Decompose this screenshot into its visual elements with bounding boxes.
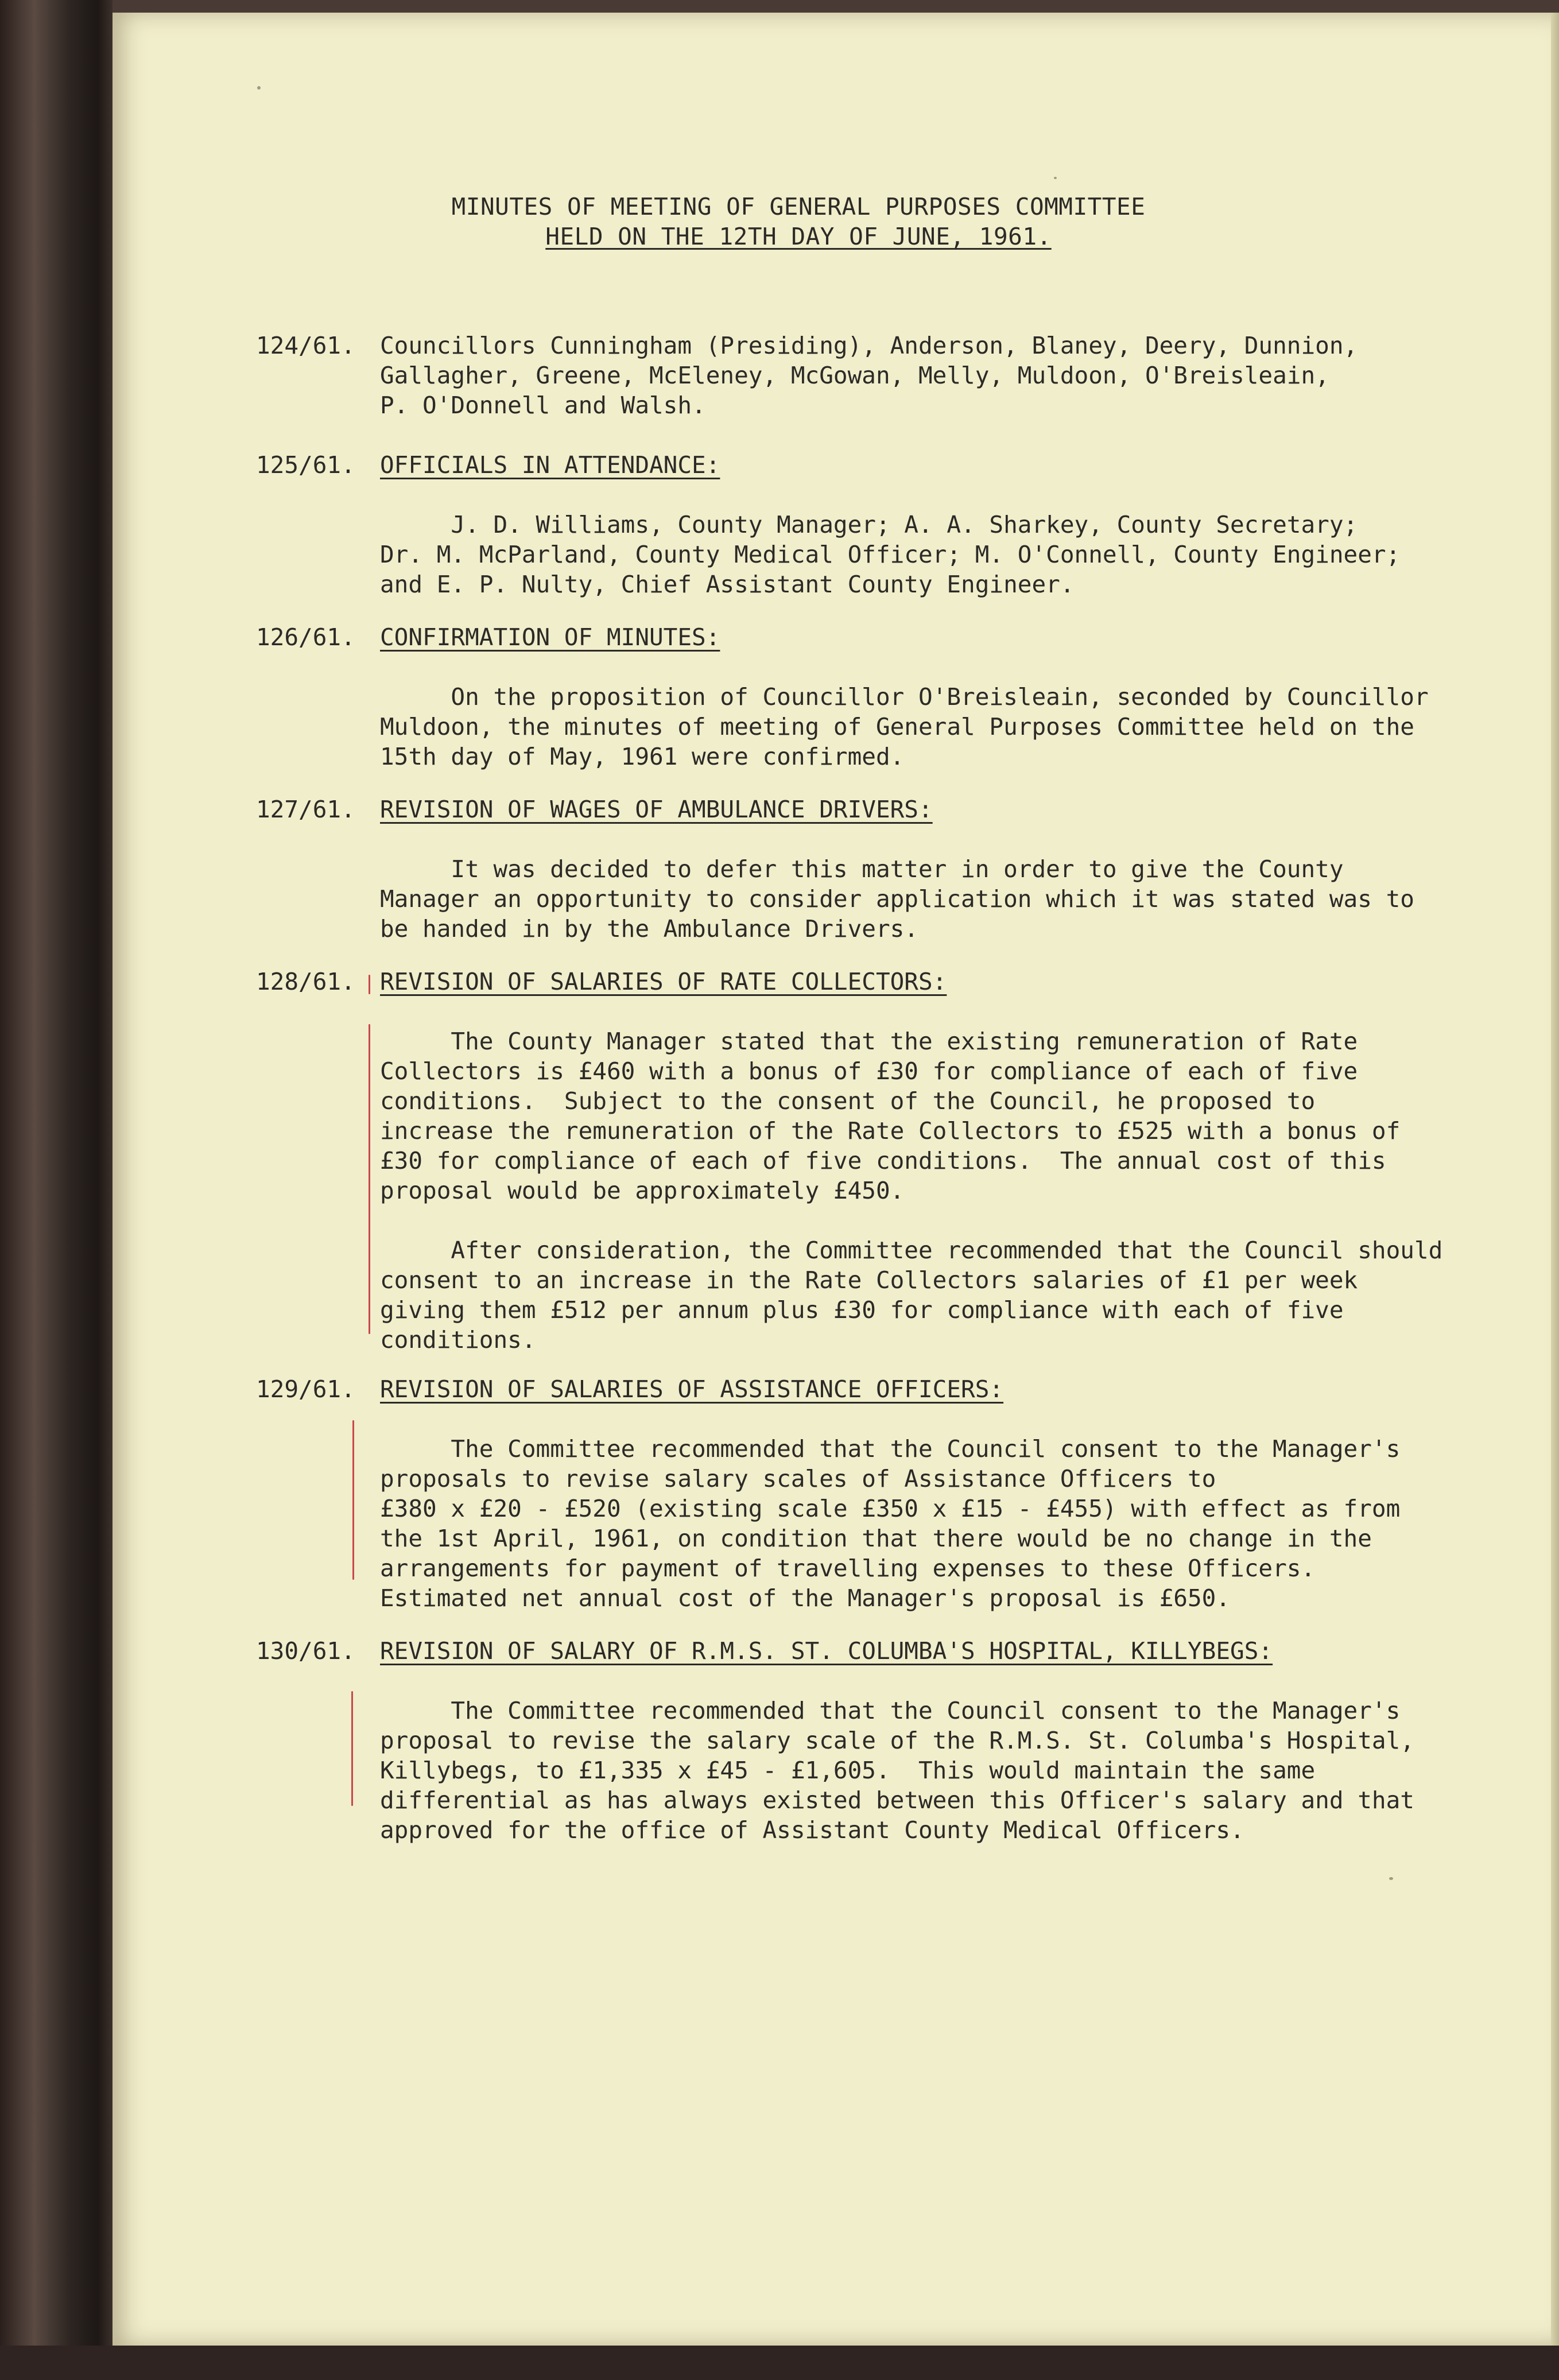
title-line-2: HELD ON THE 12TH DAY OF JUNE, 1961.	[545, 223, 1052, 250]
minute-number: 124/61.	[256, 332, 355, 359]
minute-text-line: Killybegs, to £1,335 x £45 - £1,605. This would maintain the same	[380, 1757, 1316, 1784]
minute-body	[380, 967, 1559, 1355]
minute-heading: REVISION OF SALARY OF R.M.S. ST. COLUMBA'S HOSPITAL, KILLYBEGS:	[380, 1637, 1273, 1665]
minute-text-line: be handed in by the Ambulance Drivers.	[380, 915, 918, 943]
paper-speck	[257, 86, 261, 90]
minute-heading: CONFIRMATION OF MINUTES:	[380, 623, 720, 651]
minute-text-line: conditions.	[380, 1326, 536, 1354]
minute-text-line: differential as has always existed between this Officer's salary and that	[380, 1786, 1414, 1814]
minute-text-line: J. D. Williams, County Manager; A. A. Sharkey, County Secretary;	[380, 511, 1358, 538]
minute-text-line: On the proposition of Councillor O'Breisleain, seconded by Councillor	[380, 683, 1429, 711]
minute-body	[380, 1374, 1559, 1613]
minute-text-line: Estimated net annual cost of the Manager's proposal is £650.	[380, 1584, 1231, 1612]
minute-body	[380, 331, 1559, 420]
minute-text-line: giving them £512 per annum plus £30 for compliance with each of five	[380, 1296, 1344, 1324]
title-line-1: MINUTES OF MEETING OF GENERAL PURPOSES COMMITTEE	[451, 193, 1146, 220]
red-margin-mark	[352, 1420, 354, 1580]
minute-text-line: Gallagher, Greene, McEleney, McGowan, Melly, Muldoon, O'Breisleain,	[380, 362, 1329, 389]
minute-heading: REVISION OF SALARIES OF ASSISTANCE OFFICERS:	[380, 1375, 1004, 1403]
red-margin-mark	[369, 975, 370, 994]
minute-text-line: Collectors is £460 with a bonus of £30 for compliance of each of five	[380, 1057, 1358, 1085]
minutes-document	[113, 13, 1559, 2346]
minute-text-line: £30 for compliance of each of five conditions. The annual cost of this	[380, 1147, 1386, 1175]
minute-text-line: P. O'Donnell and Walsh.	[380, 392, 706, 419]
minute-text-line: The County Manager stated that the existing remuneration of Rate	[380, 1028, 1358, 1055]
red-margin-mark	[351, 1691, 353, 1806]
minute-text-line: consent to an increase in the Rate Collectors salaries of £1 per week	[380, 1266, 1358, 1294]
minute-text-line: The Committee recommended that the Council consent to the Manager's	[380, 1697, 1401, 1724]
minute-text-line: increase the remuneration of the Rate Collectors to £525 with a bonus of	[380, 1117, 1401, 1145]
minute-heading: REVISION OF SALARIES OF RATE COLLECTORS:	[380, 968, 947, 995]
document-title	[113, 192, 1484, 251]
minute-heading: OFFICIALS IN ATTENDANCE:	[380, 451, 720, 479]
minute-text-line: Manager an opportunity to consider application which it was stated was to	[380, 885, 1414, 913]
minute-text-line: arrangements for payment of travelling expenses to these Officers.	[380, 1555, 1316, 1582]
minute-text-line: proposal to revise the salary scale of the R.M.S. St. Columba's Hospital,	[380, 1727, 1414, 1754]
minute-number: 127/61.	[256, 796, 355, 823]
paper-speck	[1054, 177, 1057, 179]
minute-text-line: proposal would be approximately £450.	[380, 1177, 905, 1204]
document-page	[113, 13, 1559, 2346]
minute-number: 126/61.	[256, 623, 355, 651]
minute-number: 129/61.	[256, 1375, 355, 1403]
minute-text-line: Muldoon, the minutes of meeting of General Purposes Committee held on the	[380, 713, 1414, 741]
minute-text-line: Councillors Cunningham (Presiding), Anderson, Blaney, Deery, Dunnion,	[380, 332, 1358, 359]
minute-text-line: and E. P. Nulty, Chief Assistant County Engineer.	[380, 571, 1075, 598]
book-binding	[0, 0, 113, 2380]
red-margin-mark	[369, 1024, 370, 1334]
minute-text-line: 15th day of May, 1961 were confirmed.	[380, 743, 905, 770]
paper-speck	[1389, 1877, 1393, 1880]
minute-body	[380, 450, 1559, 599]
minute-text-line: It was decided to defer this matter in order to give the County	[380, 855, 1344, 883]
minute-text-line: £380 x £20 - £520 (existing scale £350 x £15 - £455) with effect as from	[380, 1495, 1401, 1522]
minute-text-line: proposals to revise salary scales of Assistance Officers to	[380, 1465, 1216, 1493]
minute-number: 128/61.	[256, 968, 355, 995]
minute-text-line: the 1st April, 1961, on condition that there would be no change in the	[380, 1525, 1372, 1552]
minute-text-line: After consideration, the Committee recommended that the Council should	[380, 1236, 1443, 1264]
minute-body	[380, 794, 1559, 944]
minute-body	[380, 1636, 1559, 1845]
minute-text-line: approved for the office of Assistant County Medical Officers.	[380, 1816, 1244, 1844]
scan-bottom-edge	[0, 2346, 1559, 2380]
minute-text-line: The Committee recommended that the Council consent to the Manager's	[380, 1435, 1401, 1463]
minute-text-line: conditions. Subject to the consent of the Council, he proposed to	[380, 1087, 1316, 1115]
minute-heading: REVISION OF WAGES OF AMBULANCE DRIVERS:	[380, 796, 933, 823]
scan-top-edge	[0, 0, 1559, 13]
minute-body	[380, 622, 1559, 772]
minute-number: 125/61.	[256, 451, 355, 479]
minute-number: 130/61.	[256, 1637, 355, 1665]
minute-text-line: Dr. M. McParland, County Medical Officer; M. O'Connell, County Engineer;	[380, 541, 1401, 568]
